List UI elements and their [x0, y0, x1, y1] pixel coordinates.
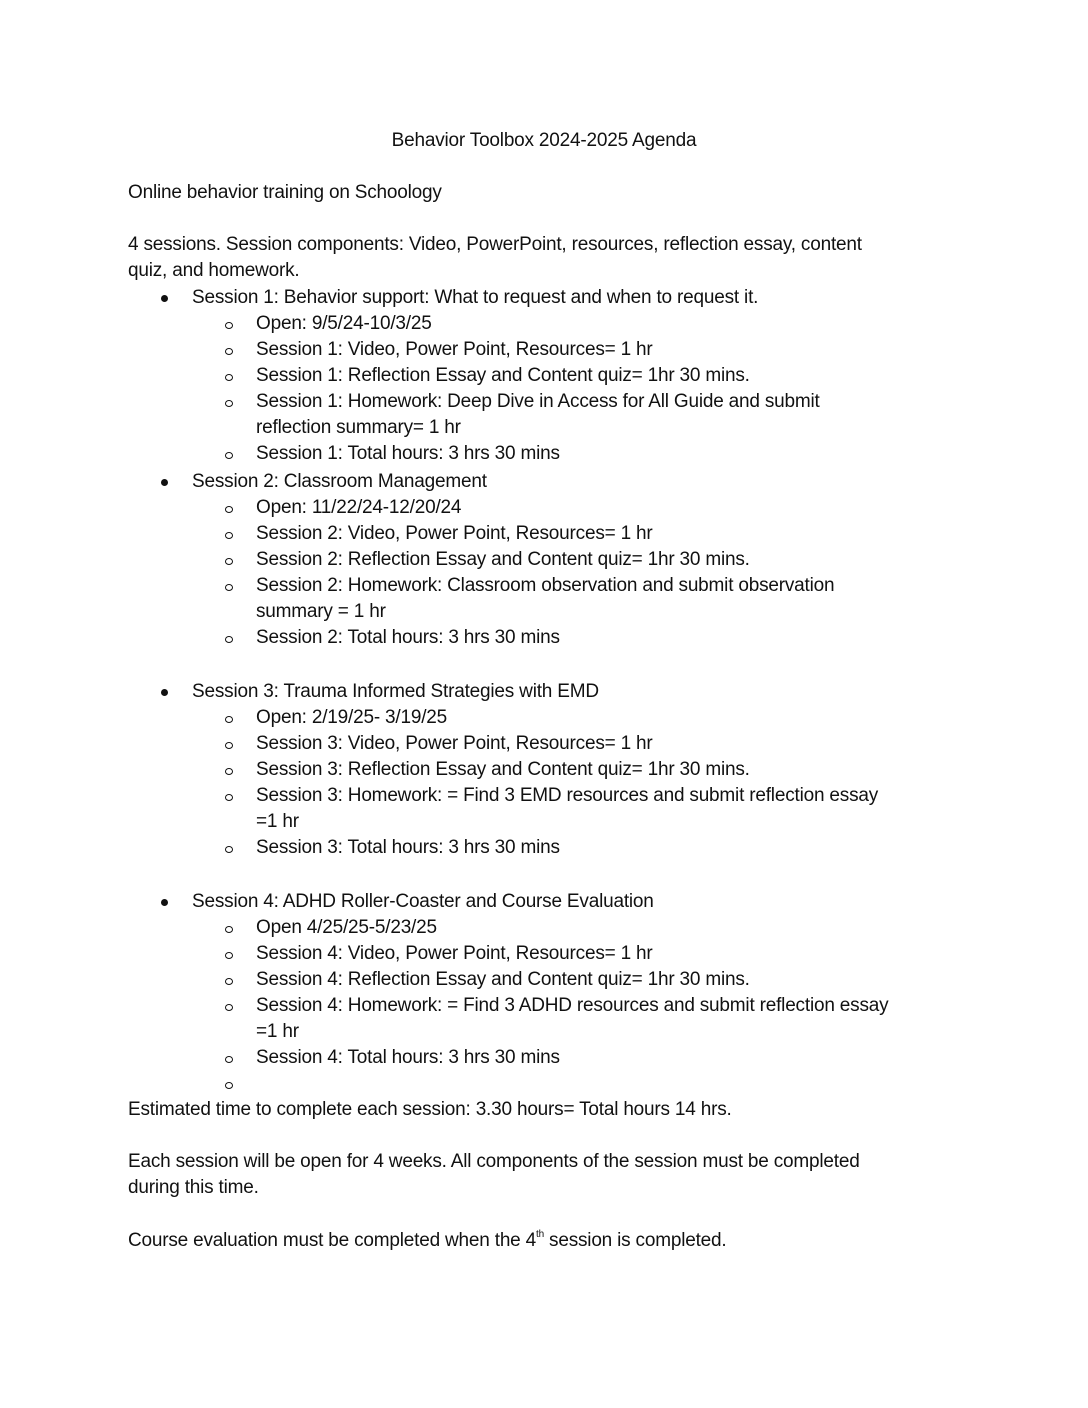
eval-text-after: session is completed. — [543, 1230, 727, 1251]
hollow-bullet-icon — [225, 1004, 233, 1011]
hollow-bullet-icon — [225, 584, 233, 591]
session-3-item-continued: =1 hr — [256, 811, 299, 832]
session-3-item: Session 3: Reflection Essay and Content quiz= 1hr 30 mins. — [256, 759, 750, 780]
estimate-text: Estimated time to complete each session: 3.30 hours= Total hours 14 hrs. — [128, 1099, 732, 1120]
hollow-bullet-icon — [225, 348, 233, 355]
hollow-bullet-icon — [225, 558, 233, 565]
page-title: Behavior Toolbox 2024-2025 Agenda — [391, 130, 697, 151]
course-evaluation-text — [128, 1228, 726, 1254]
hollow-bullet-icon — [225, 374, 233, 381]
session-4-heading: Session 4: ADHD Roller-Coaster and Course Evaluation — [192, 891, 654, 912]
session-2-item: Session 2: Reflection Essay and Content quiz= 1hr 30 mins. — [256, 549, 750, 570]
hollow-bullet-icon — [225, 926, 233, 933]
session-4-item: Session 4: Reflection Essay and Content quiz= 1hr 30 mins. — [256, 969, 750, 990]
hollow-bullet-icon — [225, 636, 233, 643]
session-1-item: Session 1: Video, Power Point, Resources= 1 hr — [256, 339, 653, 360]
session-1-item-continued: reflection summary= 1 hr — [256, 417, 461, 438]
session-3-heading: Session 3: Trauma Informed Strategies with EMD — [192, 681, 599, 702]
hollow-bullet-icon — [225, 532, 233, 539]
session-2-heading: Session 2: Classroom Management — [192, 471, 487, 492]
hollow-bullet-icon — [225, 452, 233, 459]
bullet-icon — [161, 295, 168, 302]
session-2-item-continued: summary = 1 hr — [256, 601, 386, 622]
session-1-item: Session 1: Homework: Deep Dive in Access for All Guide and submit — [256, 391, 820, 412]
hollow-bullet-icon — [225, 322, 233, 329]
hollow-bullet-icon — [225, 768, 233, 775]
session-2-item: Session 2: Total hours: 3 hrs 30 mins — [256, 627, 560, 648]
session-3-item: Session 3: Video, Power Point, Resources= 1 hr — [256, 733, 653, 754]
summary-line-1: 4 sessions. Session components: Video, PowerPoint, resources, reflection essay, content — [128, 234, 862, 255]
session-3-item: Session 3: Total hours: 3 hrs 30 mins — [256, 837, 560, 858]
hollow-bullet-icon — [225, 846, 233, 853]
session-1-item: Session 1: Total hours: 3 hrs 30 mins — [256, 443, 560, 464]
hollow-bullet-icon — [225, 794, 233, 801]
bullet-icon — [161, 689, 168, 696]
intro-text: Online behavior training on Schoology — [128, 182, 442, 203]
session-1-item: Session 1: Reflection Essay and Content quiz= 1hr 30 mins. — [256, 365, 750, 386]
session-2-item: Session 2: Video, Power Point, Resources= 1 hr — [256, 523, 653, 544]
session-1-heading: Session 1: Behavior support: What to request and when to request it. — [192, 287, 759, 308]
session-3-item: Open: 2/19/25- 3/19/25 — [256, 707, 448, 728]
session-1-item: Open: 9/5/24-10/3/25 — [256, 313, 432, 334]
session-4-item-continued: =1 hr — [256, 1021, 299, 1042]
bullet-icon — [161, 479, 168, 486]
hollow-bullet-icon — [225, 1056, 233, 1063]
empty-hollow-bullet-icon — [225, 1082, 233, 1089]
session-4-item: Session 4: Total hours: 3 hrs 30 mins — [256, 1047, 560, 1068]
bullet-icon — [161, 899, 168, 906]
hollow-bullet-icon — [225, 742, 233, 749]
session-4-item: Open 4/25/25-5/23/25 — [256, 917, 437, 938]
session-4-item: Session 4: Video, Power Point, Resources= 1 hr — [256, 943, 653, 964]
hollow-bullet-icon — [225, 978, 233, 985]
open-period-line-1: Each session will be open for 4 weeks. All components of the session must be completed — [128, 1151, 860, 1172]
summary-line-2: quiz, and homework. — [128, 260, 300, 281]
session-2-item: Session 2: Homework: Classroom observation and submit observation — [256, 575, 835, 596]
hollow-bullet-icon — [225, 716, 233, 723]
session-4-item: Session 4: Homework: = Find 3 ADHD resources and submit reflection essay — [256, 995, 889, 1016]
hollow-bullet-icon — [225, 506, 233, 513]
session-3-item: Session 3: Homework: = Find 3 EMD resources and submit reflection essay — [256, 785, 879, 806]
hollow-bullet-icon — [225, 952, 233, 959]
eval-text-before: Course evaluation must be completed when the 4 — [128, 1230, 536, 1251]
eval-superscript: th — [536, 1228, 544, 1240]
open-period-line-2: during this time. — [128, 1177, 259, 1198]
hollow-bullet-icon — [225, 400, 233, 407]
session-2-item: Open: 11/22/24-12/20/24 — [256, 497, 462, 518]
